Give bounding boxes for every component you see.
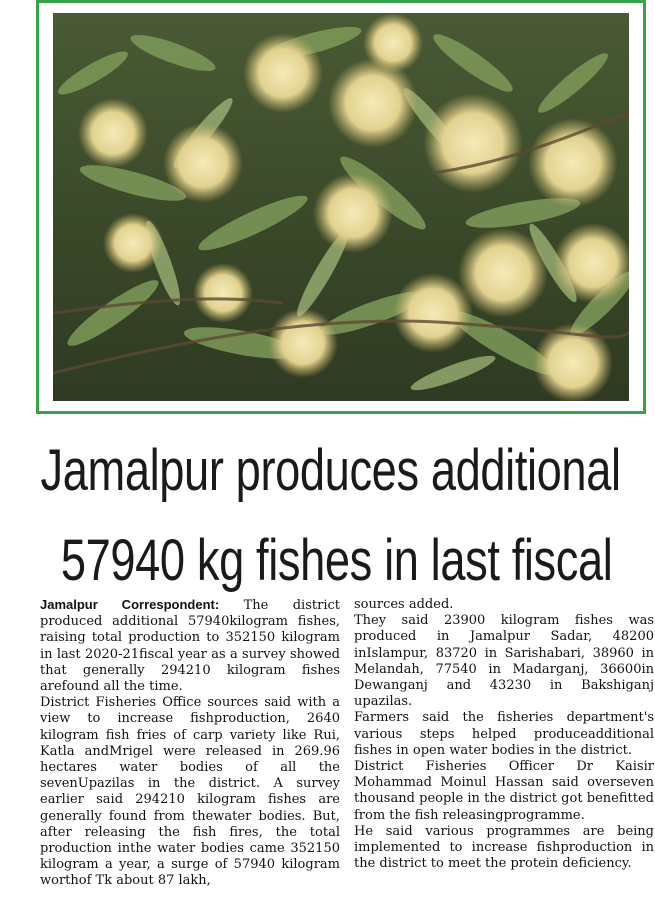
- headline-line-2: 57940 kg fishes in last fiscal: [60, 528, 613, 593]
- article-paragraph: He said various programmes are being implemented to increase fishproduction in the district to meet the protein deficiency.: [354, 823, 654, 872]
- article-column-right: [354, 597, 654, 872]
- byline: Jamalpur Correspondent:: [40, 597, 220, 612]
- article-paragraph: Farmers said the fisheries department's various steps helped produceadditional fishes in open water bodies in the district.: [354, 710, 654, 758]
- headline: [0, 426, 621, 606]
- article-paragraph: [40, 597, 340, 695]
- flowering-tree-photo: [53, 13, 629, 401]
- article-paragraph: District Fisheries Office sources said with a view to increase fishproduction, 2640 kilogram fish fries of carp variety like Rui, Katla andMrigel were released in 269.96 hectares water bodies of all the sevenUpazilas in the district. A survey earlier said 294210 kilogram fishes are generally found from thewater bodies. But, after releasing the fish fires, the total production inthe water bodies came 352150 kilogram a year, a surge of 57940 kilogram worthof Tk about 87 lakh,: [40, 695, 340, 889]
- article-paragraph: They said 23900 kilogram fishes was produced in Jamalpur Sadar, 48200 inIslampur, 83720 in Sarishabari, 38960 in Melandah, 77540 in Madarganj, 36600in Dewanganj and 43230 in Bakshiganj upazilas.: [354, 613, 654, 710]
- article-column-left: [40, 597, 340, 890]
- paragraph-text: The district produced additional 57940kilogram fishes, raising total production to 352150 kilogram in last 2020-21fiscal year as a survey showed that generally 294210 kilogram fishes arefound all the time.: [40, 598, 340, 695]
- article-paragraph: District Fisheries Officer Dr Kaisir Mohammad Moinul Hassan said overseven thousand people in the district got benefitted from the fish releasingprogramme.: [354, 759, 654, 823]
- photo-frame: [36, 0, 646, 414]
- article-paragraph: sources added.: [354, 597, 454, 612]
- headline-line-1: Jamalpur produces additional: [40, 438, 621, 503]
